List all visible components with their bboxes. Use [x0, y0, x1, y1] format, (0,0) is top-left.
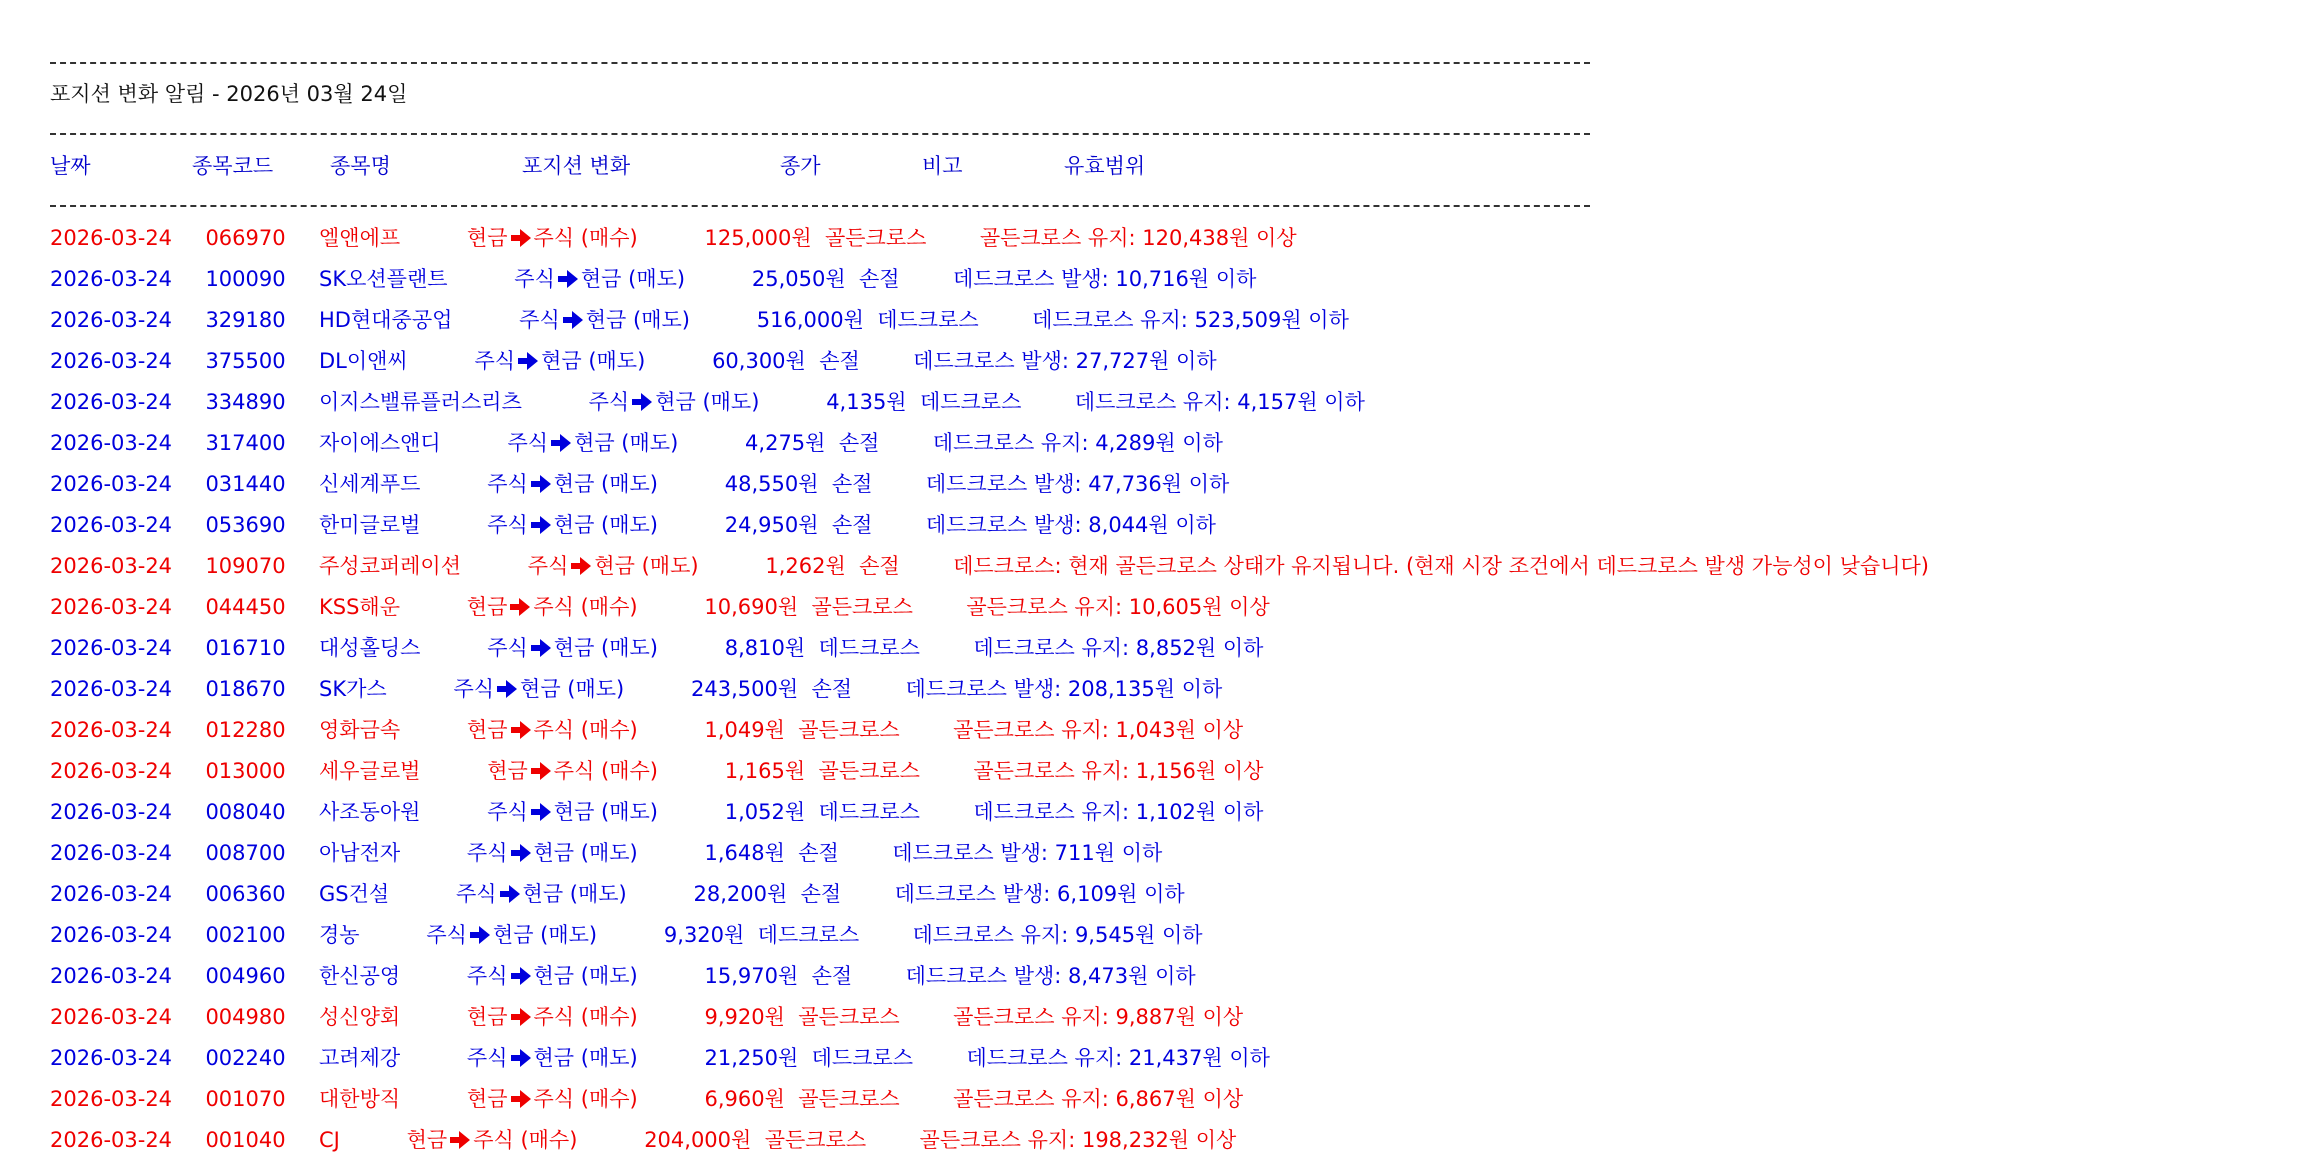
row-stock-name: 자이에스앤디: [319, 431, 441, 455]
list-item: [50, 1007, 2313, 1048]
report-title: 포지션 변화 알림 - 2026년 03월 24일: [50, 82, 408, 106]
row-position-to: 현금 (매도): [594, 554, 699, 578]
row-note: 손절: [838, 431, 880, 455]
row-position-from: 현금: [466, 718, 508, 742]
row-stock-code: 013000: [205, 759, 286, 783]
row-position-from: 주식: [466, 964, 508, 988]
row-close-price: 21,250원: [704, 1046, 799, 1070]
row-position-from: 주식: [519, 308, 560, 332]
row-stock-code: 109070: [205, 554, 286, 578]
row-stock-code: 066970: [205, 226, 286, 250]
row-position-from: 현금: [466, 1087, 508, 1111]
list-item: [50, 515, 2313, 556]
row-stock-code: 012280: [205, 718, 286, 742]
list-item: [50, 1089, 2313, 1130]
column-header-valid-range: 유효범위: [1064, 154, 1146, 178]
row-note: 손절: [800, 882, 842, 906]
row-position-from: 현금: [466, 226, 508, 250]
arrow-right-icon: [510, 1007, 532, 1027]
row-valid-range: 골든크로스 유지: 6,867원 이상: [953, 1087, 1244, 1111]
list-item: [50, 228, 2313, 269]
row-valid-range: 데드크로스 발생: 27,727원 이하: [913, 349, 1217, 373]
row-stock-name: 사조동아원: [319, 800, 421, 824]
row-position-to: 주식 (매수): [533, 595, 638, 619]
row-valid-range: 데드크로스 유지: 4,157원 이하: [1074, 390, 1365, 414]
list-item: [50, 1130, 2313, 1171]
row-valid-range: 데드크로스 유지: 523,509원 이하: [1032, 308, 1349, 332]
row-stock-name: 성신양회: [319, 1005, 401, 1029]
row-stock-name: 영화금속: [319, 718, 401, 742]
arrow-right-icon: [510, 1048, 532, 1068]
row-position-from: 주식: [487, 513, 528, 537]
row-note: 골든크로스: [798, 1005, 900, 1029]
column-header-note: 비고: [922, 154, 963, 178]
separator-line-header-bottom: [50, 205, 1590, 207]
list-item: [50, 884, 2313, 925]
row-valid-range: 데드크로스 유지: 4,289원 이하: [932, 431, 1223, 455]
row-position-to: 현금 (매도): [533, 841, 638, 865]
row-note: 골든크로스: [818, 759, 920, 783]
row-note: 데드크로스: [818, 800, 920, 824]
row-position-from: 주식: [487, 472, 528, 496]
row-position-from: 주식: [527, 554, 569, 578]
row-stock-name: CJ: [319, 1128, 340, 1152]
row-stock-name: 아남전자: [319, 841, 401, 865]
row-close-price: 9,320원: [663, 923, 745, 947]
row-close-price: 1,052원: [724, 800, 806, 824]
row-valid-range: 데드크로스 발생: 711원 이하: [892, 841, 1163, 865]
row-close-price: 60,300원: [712, 349, 806, 373]
arrow-right-icon: [509, 597, 531, 617]
row-stock-code: 001070: [205, 1087, 286, 1111]
list-item: [50, 761, 2313, 802]
arrow-right-icon: [562, 310, 584, 330]
row-date: 2026-03-24: [50, 636, 173, 660]
row-position-to: 주식 (매수): [533, 1005, 638, 1029]
row-stock-code: 100090: [205, 267, 286, 291]
arrow-right-icon: [557, 269, 579, 289]
row-valid-range: 골든크로스 유지: 10,605원 이상: [966, 595, 1270, 619]
row-stock-code: 002240: [205, 1046, 286, 1070]
row-valid-range: 골든크로스 유지: 120,438원 이상: [979, 226, 1297, 250]
arrow-right-icon: [550, 433, 572, 453]
row-valid-range: 데드크로스 발생: 6,109원 이하: [894, 882, 1185, 906]
arrow-right-icon: [530, 761, 552, 781]
list-item: [50, 556, 2313, 597]
row-stock-code: 375500: [205, 349, 286, 373]
list-item: [50, 269, 2313, 310]
row-note: 손절: [859, 554, 900, 578]
row-date: 2026-03-24: [50, 841, 173, 865]
row-close-price: 4,135원: [826, 390, 907, 414]
row-close-price: 204,000원: [644, 1128, 752, 1152]
row-note: 골든크로스: [764, 1128, 867, 1152]
row-position-to: 현금 (매도): [585, 308, 690, 332]
list-item: [50, 351, 2313, 392]
row-close-price: 1,648원: [704, 841, 785, 865]
row-stock-code: 001040: [205, 1128, 286, 1152]
row-close-price: 1,049원: [704, 718, 785, 742]
row-date: 2026-03-24: [50, 226, 173, 250]
row-position-to: 현금 (매도): [492, 923, 598, 947]
row-note: 손절: [831, 513, 873, 537]
row-stock-code: 031440: [205, 472, 286, 496]
row-valid-range: 데드크로스 발생: 10,716원 이하: [952, 267, 1257, 291]
row-stock-code: 008040: [205, 800, 286, 824]
row-note: 골든크로스: [798, 718, 900, 742]
separator-line-header-top: [50, 133, 1590, 135]
row-note: 골든크로스: [811, 595, 913, 619]
row-close-price: 6,960원: [704, 1087, 785, 1111]
row-position-from: 주식: [466, 1046, 508, 1070]
list-item: [50, 679, 2313, 720]
list-item: [50, 433, 2313, 474]
row-note: 골든크로스: [798, 1087, 900, 1111]
arrow-right-icon: [499, 884, 521, 904]
list-item: [50, 1048, 2313, 1089]
row-date: 2026-03-24: [50, 1128, 173, 1152]
row-note: 손절: [858, 267, 900, 291]
row-stock-name: 이지스밸류플러스리츠: [319, 390, 522, 414]
row-stock-code: 004980: [205, 1005, 286, 1029]
row-close-price: 9,920원: [704, 1005, 785, 1029]
row-close-price: 24,950원: [724, 513, 819, 537]
list-item: [50, 597, 2313, 638]
row-position-to: 현금 (매도): [655, 390, 760, 414]
row-date: 2026-03-24: [50, 718, 173, 742]
arrow-right-icon: [469, 925, 491, 945]
row-valid-range: 골든크로스 유지: 9,887원 이상: [953, 1005, 1244, 1029]
row-position-from: 주식: [455, 882, 497, 906]
arrow-right-icon: [631, 392, 653, 412]
row-stock-code: 044450: [205, 595, 286, 619]
row-date: 2026-03-24: [50, 1087, 173, 1111]
row-position-from: 주식: [487, 800, 528, 824]
row-stock-name: HD현대중공업: [319, 308, 453, 332]
row-date: 2026-03-24: [50, 1046, 173, 1070]
row-stock-name: SK가스: [319, 677, 387, 701]
arrow-right-icon: [530, 802, 552, 822]
row-position-to: 현금 (매도): [574, 431, 679, 455]
position-change-report: [50, 0, 2313, 1155]
row-stock-name: 주성코퍼레이션: [319, 554, 462, 578]
row-valid-range: 골든크로스 유지: 1,043원 이상: [953, 718, 1244, 742]
row-note: 손절: [819, 349, 860, 373]
row-stock-name: KSS해운: [319, 595, 401, 619]
row-valid-range: 데드크로스 발생: 8,044원 이하: [925, 513, 1216, 537]
arrow-right-icon: [517, 351, 539, 371]
row-position-to: 주식 (매수): [473, 1128, 578, 1152]
row-position-from: 주식: [426, 923, 467, 947]
row-position-to: 현금 (매도): [553, 800, 658, 824]
row-date: 2026-03-24: [50, 349, 173, 373]
list-item: [50, 925, 2313, 966]
row-date: 2026-03-24: [50, 800, 173, 824]
row-note: 데드크로스: [811, 1046, 914, 1070]
row-valid-range: 데드크로스 유지: 21,437원 이하: [966, 1046, 1270, 1070]
row-note: 손절: [811, 677, 853, 701]
row-position-from: 주식: [514, 267, 555, 291]
row-position-from: 주식: [487, 636, 528, 660]
row-valid-range: 데드크로스 발생: 47,736원 이하: [925, 472, 1230, 496]
row-note: 손절: [811, 964, 853, 988]
row-close-price: 4,275원: [745, 431, 826, 455]
row-close-price: 1,262원: [765, 554, 846, 578]
arrow-right-icon: [510, 966, 532, 986]
row-position-to: 현금 (매도): [533, 1046, 638, 1070]
row-close-price: 25,050원: [751, 267, 846, 291]
row-stock-name: GS건설: [319, 882, 390, 906]
row-stock-code: 006360: [205, 882, 286, 906]
column-header-name: 종목명: [330, 154, 391, 178]
arrow-right-icon: [570, 556, 592, 576]
row-position-from: 현금: [466, 595, 508, 619]
arrow-right-icon: [530, 515, 552, 535]
row-position-from: 주식: [474, 349, 516, 373]
row-position-to: 현금 (매도): [580, 267, 686, 291]
row-close-price: 516,000원: [756, 308, 864, 332]
column-header-close-price: 종가: [780, 154, 821, 178]
row-stock-name: 대성홀딩스: [319, 636, 421, 660]
arrow-right-icon: [449, 1130, 471, 1150]
row-date: 2026-03-24: [50, 267, 173, 291]
row-valid-range: 골든크로스 유지: 1,156원 이상: [973, 759, 1264, 783]
row-date: 2026-03-24: [50, 513, 173, 537]
list-item: [50, 720, 2313, 761]
row-date: 2026-03-24: [50, 882, 173, 906]
row-close-price: 1,165원: [724, 759, 806, 783]
arrow-right-icon: [510, 720, 532, 740]
row-position-to: 현금 (매도): [553, 472, 658, 496]
list-item: [50, 638, 2313, 679]
row-stock-code: 317400: [205, 431, 286, 455]
position-change-list: [50, 228, 2313, 1171]
row-position-from: 현금: [406, 1128, 448, 1152]
row-note: 손절: [798, 841, 839, 865]
arrow-right-icon: [510, 1089, 532, 1109]
row-close-price: 125,000원: [704, 226, 812, 250]
row-stock-name: 한미글로벌: [319, 513, 421, 537]
row-date: 2026-03-24: [50, 390, 173, 414]
row-stock-code: 018670: [205, 677, 286, 701]
row-note: 데드크로스: [877, 308, 979, 332]
column-header-row: [50, 156, 1590, 182]
row-position-from: 주식: [453, 677, 495, 701]
row-valid-range: 골든크로스 유지: 198,232원 이상: [919, 1128, 1237, 1152]
list-item: [50, 843, 2313, 884]
row-position-to: 현금 (매도): [520, 677, 625, 701]
row-close-price: 243,500원: [691, 677, 799, 701]
row-date: 2026-03-24: [50, 431, 173, 455]
arrow-right-icon: [510, 228, 532, 248]
row-date: 2026-03-24: [50, 554, 173, 578]
row-note: 손절: [831, 472, 873, 496]
row-stock-code: 329180: [205, 308, 286, 332]
row-stock-name: DL이앤씨: [319, 349, 408, 373]
row-valid-range: 데드크로스 유지: 1,102원 이하: [973, 800, 1264, 824]
row-date: 2026-03-24: [50, 759, 173, 783]
arrow-right-icon: [496, 679, 518, 699]
row-stock-name: 한신공영: [319, 964, 401, 988]
row-date: 2026-03-24: [50, 1005, 173, 1029]
row-stock-code: 004960: [205, 964, 286, 988]
row-stock-name: 엘앤에프: [319, 226, 401, 250]
row-position-to: 현금 (매도): [533, 964, 638, 988]
row-stock-name: SK오션플랜트: [319, 267, 448, 291]
row-position-from: 주식: [466, 841, 508, 865]
row-position-to: 현금 (매도): [553, 636, 658, 660]
row-stock-code: 053690: [205, 513, 286, 537]
list-item: [50, 474, 2313, 515]
row-note: 데드크로스: [818, 636, 920, 660]
row-position-to: 주식 (매수): [533, 226, 638, 250]
list-item: [50, 802, 2313, 843]
row-stock-code: 334890: [205, 390, 286, 414]
row-position-to: 주식 (매수): [533, 718, 638, 742]
row-date: 2026-03-24: [50, 308, 173, 332]
row-position-from: 현금: [466, 1005, 508, 1029]
row-position-from: 주식: [588, 390, 630, 414]
list-item: [50, 310, 2313, 351]
row-close-price: 10,690원: [704, 595, 799, 619]
row-stock-name: 세우글로벌: [319, 759, 421, 783]
list-item: [50, 392, 2313, 433]
row-position-to: 현금 (매도): [541, 349, 646, 373]
row-note: 데드크로스: [919, 390, 1022, 414]
row-valid-range: 데드크로스 유지: 8,852원 이하: [973, 636, 1264, 660]
row-date: 2026-03-24: [50, 595, 173, 619]
row-stock-name: 고려제강: [319, 1046, 401, 1070]
arrow-right-icon: [510, 843, 532, 863]
row-position-to: 주식 (매수): [553, 759, 658, 783]
row-position-from: 주식: [507, 431, 549, 455]
column-header-code: 종목코드: [192, 154, 274, 178]
row-stock-code: 016710: [205, 636, 286, 660]
row-stock-code: 008700: [205, 841, 286, 865]
row-valid-range: 데드크로스 발생: 208,135원 이하: [905, 677, 1223, 701]
row-date: 2026-03-24: [50, 677, 173, 701]
arrow-right-icon: [530, 638, 552, 658]
row-date: 2026-03-24: [50, 472, 173, 496]
column-header-date: 날짜: [50, 154, 91, 178]
row-valid-range: 데드크로스: 현재 골든크로스 상태가 유지됩니다. (현재 시장 조건에서 데드크로스 발생 가능성이 낮습니다): [953, 554, 1929, 578]
list-item: [50, 966, 2313, 1007]
row-valid-range: 데드크로스 발생: 8,473원 이하: [905, 964, 1196, 988]
row-date: 2026-03-24: [50, 923, 173, 947]
row-position-to: 주식 (매수): [533, 1087, 638, 1111]
arrow-right-icon: [530, 474, 552, 494]
row-close-price: 28,200원: [693, 882, 788, 906]
column-header-position-change: 포지션 변화: [522, 154, 631, 178]
row-close-price: 48,550원: [724, 472, 819, 496]
row-close-price: 8,810원: [724, 636, 806, 660]
row-position-to: 현금 (매도): [522, 882, 627, 906]
row-valid-range: 데드크로스 유지: 9,545원 이하: [912, 923, 1203, 947]
row-note: 골든크로스: [824, 226, 927, 250]
row-close-price: 15,970원: [704, 964, 799, 988]
row-stock-name: 대한방직: [319, 1087, 401, 1111]
row-position-from: 현금: [487, 759, 528, 783]
row-date: 2026-03-24: [50, 964, 173, 988]
separator-line-top: [50, 62, 1590, 64]
row-stock-name: 신세계푸드: [319, 472, 421, 496]
row-position-to: 현금 (매도): [553, 513, 658, 537]
row-note: 데드크로스: [757, 923, 860, 947]
row-stock-name: 경농: [319, 923, 360, 947]
row-stock-code: 002100: [205, 923, 286, 947]
